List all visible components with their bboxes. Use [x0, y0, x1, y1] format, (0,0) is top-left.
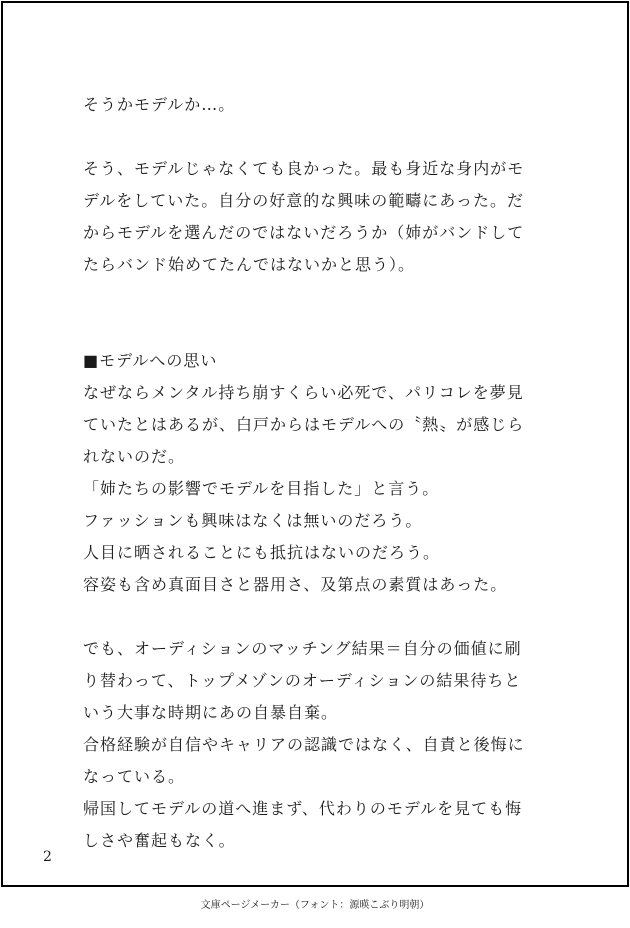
text-line: からモデルを選んだのではないだろうか（姉がバンドして: [83, 223, 525, 242]
text-line: 「姉たちの影響でモデルを目指した」と言う。: [83, 479, 440, 498]
text-line: そう、モデルじゃなくても良かった。最も身近な身内がモ: [83, 159, 525, 178]
text-line: なぜならメンタル持ち崩すくらい必死で、パリコレを夢見: [83, 383, 524, 402]
footer-credit: 文庫ページメーカー（フォント：源暎こぶり明朝）: [200, 900, 430, 911]
text-line: 容姿も含め真面目さと器用さ、及第点の素質はあった。: [83, 575, 508, 594]
body-text: [83, 89, 563, 857]
page-number: 2: [43, 849, 52, 865]
text-line: れないのだ。: [83, 447, 186, 466]
text-line: ファッションも興味はなくは無いのだろう。: [83, 511, 423, 530]
text-line: [83, 601, 563, 633]
text-line: たらバンド始めてたんではないかと思う）。: [83, 255, 416, 274]
text-line: り替わって、トップメゾンのオーディションの結果待ちと: [83, 671, 522, 690]
text-line: [83, 121, 563, 153]
text-line: なっている。: [83, 767, 186, 786]
text-line: しさや奮起もなく。: [83, 831, 236, 850]
text-line: 人目に晒されることにも抵抗はないのだろう。: [83, 543, 441, 562]
text-line: デルをしていた。自分の好意的な興味の範疇にあった。だ: [83, 191, 525, 210]
text-line: ていたとはあるが、白戸からはモデルへの〝熱〟が感じら: [83, 415, 525, 434]
text-line: でも、オーディションのマッチング結果＝自分の価値に刷: [83, 639, 522, 658]
text-line: そうかモデルか…。: [83, 95, 236, 114]
page-frame: [1, 1, 629, 887]
text-line: [83, 281, 563, 313]
text-line: いう大事な時期にあの自暴自棄。: [83, 703, 339, 722]
text-line: 帰国してモデルの道へ進まず、代わりのモデルを見ても悔: [83, 799, 523, 818]
text-line: [83, 313, 563, 345]
section-heading: ■モデルへの思い: [83, 351, 218, 370]
text-line: 合格経験が自信やキャリアの認識ではなく、自責と後悔に: [83, 735, 525, 754]
